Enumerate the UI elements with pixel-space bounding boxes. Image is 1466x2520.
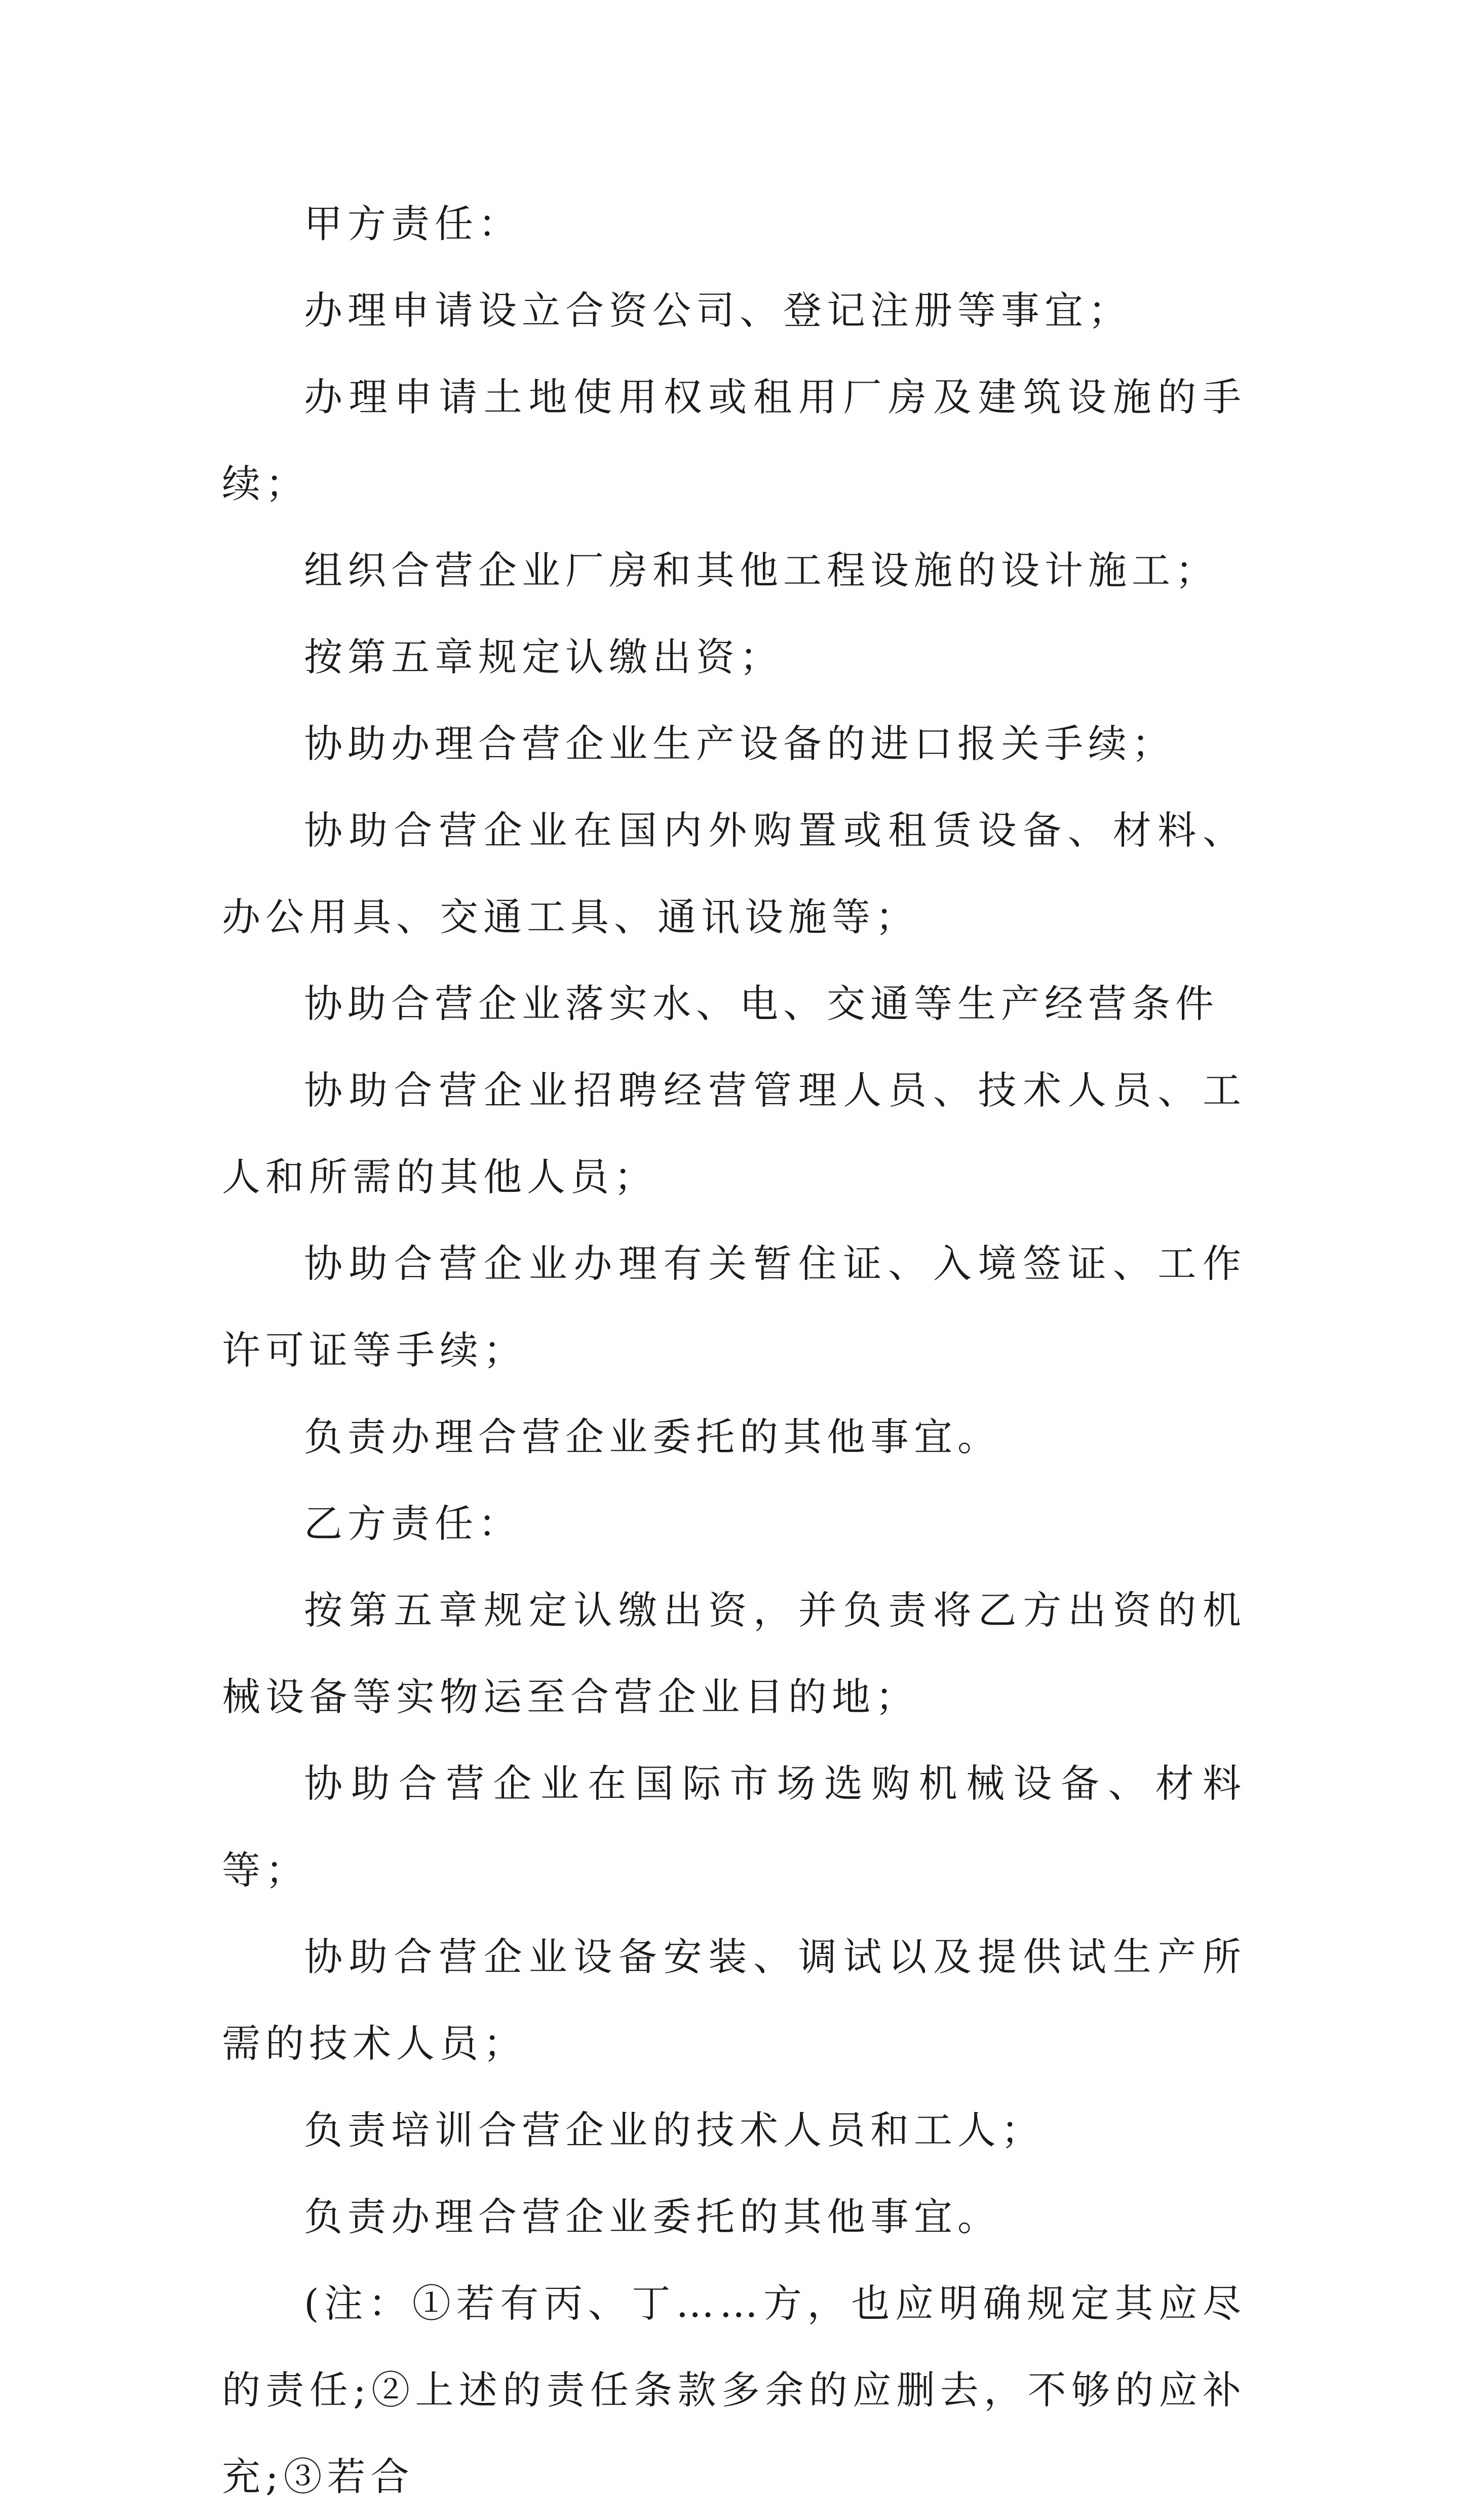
paragraph-a-capital: 按第五章规定认缴出资；: [304, 634, 783, 680]
paragraph-a-recruitment: 协助合营企业招聘经营管理人员、技术人员、工人和所需的其他人员；: [222, 1068, 1246, 1199]
paragraph-a-permits: 协助合营企业办理有关暂住证、入境签证、工作许可证等手续；: [222, 1241, 1246, 1373]
heading-party-b-responsibilities: 乙方责任：: [304, 1501, 522, 1546]
heading-party-a-responsibilities: 甲方责任：: [304, 201, 522, 246]
paragraph-b-installation: 协助合营企业设备安装、调试以及提供试生产所需的技术人员；: [222, 1934, 1246, 2066]
paragraph-b-capital: 按第五章规定认缴出资，并负责将乙方出资的机械设备等实物运至合营企业目的地；: [222, 1588, 1246, 1719]
paragraph-a-customs: 协助办理合营企业生产设备的进口报关手续；: [304, 721, 1175, 766]
paragraph-a-utilities: 协助合营企业落实水、电、交通等生产经营条件: [304, 981, 1219, 1026]
paragraph-b-other-matters: 负责办理合营企业委托的其他事宜。: [304, 2194, 1001, 2239]
paragraph-a-land-use: 办理申请土地使用权或租用厂房及建筑设施的手续；: [222, 374, 1246, 506]
paragraph-a-other-matters: 负责办理合营企业委托的其他事宜。: [304, 1414, 1001, 1459]
paragraph-b-training: 负责培训合营企业的技术人员和工人；: [304, 2108, 1045, 2153]
paragraph-a-procurement: 协助合营企业在国内外购置或租赁设备、材料、办公用具、交通工具、通讯设施等；: [222, 808, 1246, 939]
paragraph-b-purchasing: 协助合营企业在国际市场选购机械设备、材料等；: [222, 1761, 1246, 1893]
document-body: [222, 180, 1246, 2520]
note-paragraph: (注：①若有丙、丁……方，也应明确规定其应尽的责任;②上述的责任条款多余的应删去，不够的应补充;③若合: [222, 2281, 1246, 2499]
paragraph-a-registration: 办理申请设立合资公司、登记注册等事宜；: [304, 288, 1132, 333]
paragraph-a-construction: 组织合营企业厂房和其他工程设施的设计施工；: [304, 548, 1219, 593]
